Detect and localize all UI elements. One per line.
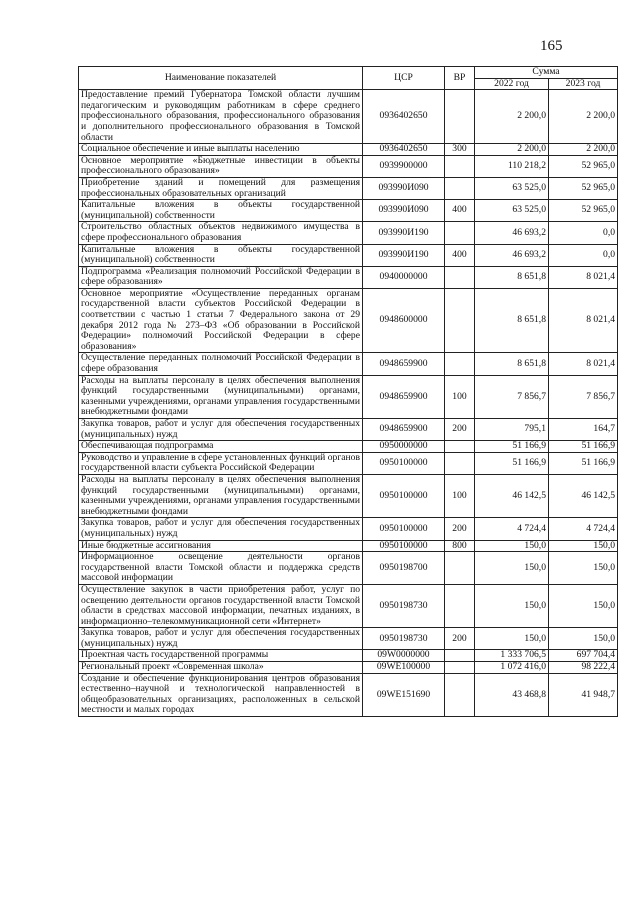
cell-code: 0936402650: [363, 90, 445, 144]
cell-y2023: 150,0: [549, 628, 618, 650]
cell-y2022: 150,0: [475, 552, 549, 585]
cell-y2023: 150,0: [549, 552, 618, 585]
cell-y2022: 1 333 706,5: [475, 650, 549, 662]
cell-y2022: 795,1: [475, 419, 549, 441]
cell-vr: [445, 177, 475, 199]
cell-y2023: 150,0: [549, 540, 618, 552]
cell-code: 0950198730: [363, 584, 445, 627]
cell-vr: 400: [445, 200, 475, 222]
cell-vr: [445, 584, 475, 627]
cell-vr: 200: [445, 419, 475, 441]
table-row: [79, 419, 618, 441]
cell-y2022: 7 856,7: [475, 375, 549, 418]
cell-name: Обеспечивающая подпрограмма: [79, 441, 363, 453]
cell-code: 0948659900: [363, 419, 445, 441]
cell-code: 0950100000: [363, 540, 445, 552]
cell-vr: [445, 452, 475, 474]
cell-y2023: 4 724,4: [549, 518, 618, 540]
cell-vr: 400: [445, 244, 475, 266]
cell-code: 0940000000: [363, 266, 445, 288]
table-row: [79, 90, 618, 144]
cell-y2022: 1 072 416,0: [475, 662, 549, 674]
cell-name: Закупка товаров, работ и услуг для обеспечения государственных (муниципальных) нужд: [79, 419, 363, 441]
cell-name: Капитальные вложения в объекты государственной (муниципальной) собственности: [79, 200, 363, 222]
header-csr: ЦСР: [363, 67, 445, 90]
cell-vr: 300: [445, 144, 475, 156]
table-row: [79, 353, 618, 375]
cell-name: Строительство областных объектов недвижимого имущества в сфере профессионального образования: [79, 222, 363, 244]
cell-name: Приобретение зданий и помещений для размещения профессиональных образовательных организаций: [79, 177, 363, 199]
cell-code: 0948600000: [363, 288, 445, 353]
cell-y2023: 8 021,4: [549, 288, 618, 353]
table-row: [79, 540, 618, 552]
cell-y2022: 2 200,0: [475, 90, 549, 144]
cell-vr: [445, 441, 475, 453]
cell-name: Расходы на выплаты персоналу в целях обеспечения выполнения функций государственными (муниципальными) органами, казенными учреждениями, органами управления государственными внебюджетными фондами: [79, 375, 363, 418]
cell-y2022: 150,0: [475, 628, 549, 650]
cell-y2023: 2 200,0: [549, 90, 618, 144]
header-sum: Сумма: [475, 67, 618, 79]
table-row: [79, 452, 618, 474]
cell-vr: [445, 650, 475, 662]
cell-y2023: 51 166,9: [549, 452, 618, 474]
cell-code: 09W0000000: [363, 650, 445, 662]
cell-code: 0950198730: [363, 628, 445, 650]
cell-code: 0939900000: [363, 155, 445, 177]
cell-y2022: 63 525,0: [475, 200, 549, 222]
cell-name: Иные бюджетные ассигнования: [79, 540, 363, 552]
cell-y2023: 51 166,9: [549, 441, 618, 453]
table-row: [79, 144, 618, 156]
table-row: [79, 222, 618, 244]
cell-y2023: 164,7: [549, 419, 618, 441]
cell-y2022: 43 468,8: [475, 673, 549, 716]
cell-y2022: 110 218,2: [475, 155, 549, 177]
cell-code: 0950000000: [363, 441, 445, 453]
cell-name: Создание и обеспечение функционирования центров образования естественно–научной и технологической направленностей в общеобразовательных организациях, расположенных в сельской местности и малых городах: [79, 673, 363, 716]
cell-code: 0950198700: [363, 552, 445, 585]
cell-code: 0950100000: [363, 474, 445, 517]
header-name: Наименование показателей: [79, 67, 363, 90]
table-row: [79, 177, 618, 199]
table-row: [79, 155, 618, 177]
cell-vr: 800: [445, 540, 475, 552]
cell-y2023: 0,0: [549, 222, 618, 244]
cell-name: Региональный проект «Современная школа»: [79, 662, 363, 674]
header-year-2023: 2023 год: [549, 78, 618, 90]
cell-y2023: 52 965,0: [549, 155, 618, 177]
cell-y2022: 46 142,5: [475, 474, 549, 517]
cell-vr: [445, 90, 475, 144]
cell-code: 093990И090: [363, 200, 445, 222]
cell-name: Информационное освещение деятельности органов государственной власти Томской области и поддержка средств массовой информации: [79, 552, 363, 585]
cell-code: 093990И090: [363, 177, 445, 199]
cell-y2022: 4 724,4: [475, 518, 549, 540]
cell-vr: 100: [445, 375, 475, 418]
header-year-2022: 2022 год: [475, 78, 549, 90]
table-row: [79, 584, 618, 627]
cell-code: 0948659900: [363, 353, 445, 375]
cell-name: Осуществление закупок в части приобретения работ, услуг по освещению деятельности органов государственной власти Томской области в средствах массовой информации, печатных изданиях, в информационно–телекоммуникационной сети «Интернет»: [79, 584, 363, 627]
cell-vr: [445, 353, 475, 375]
table-row: [79, 244, 618, 266]
table-row: [79, 628, 618, 650]
cell-vr: [445, 673, 475, 716]
cell-y2022: 2 200,0: [475, 144, 549, 156]
cell-code: 0936402650: [363, 144, 445, 156]
cell-y2023: 8 021,4: [549, 353, 618, 375]
cell-vr: [445, 155, 475, 177]
cell-code: 09WE100000: [363, 662, 445, 674]
cell-vr: [445, 288, 475, 353]
cell-name: Расходы на выплаты персоналу в целях обеспечения выполнения функций государственными (муниципальными) органами, казенными учреждениями, органами управления государственными внебюджетными фондами: [79, 474, 363, 517]
cell-y2023: 0,0: [549, 244, 618, 266]
cell-y2023: 8 021,4: [549, 266, 618, 288]
table-row: [79, 673, 618, 716]
cell-y2023: 52 965,0: [549, 177, 618, 199]
cell-code: 09WE151690: [363, 673, 445, 716]
page-number: 165: [540, 38, 563, 54]
cell-name: Закупка товаров, работ и услуг для обеспечения государственных (муниципальных) нужд: [79, 518, 363, 540]
cell-y2023: 52 965,0: [549, 200, 618, 222]
cell-y2022: 150,0: [475, 584, 549, 627]
cell-y2023: 7 856,7: [549, 375, 618, 418]
cell-y2022: 46 693,2: [475, 222, 549, 244]
cell-y2023: 98 222,4: [549, 662, 618, 674]
cell-name: Осуществление переданных полномочий Российской Федерации в сфере образования: [79, 353, 363, 375]
table-row: [79, 288, 618, 353]
cell-vr: [445, 266, 475, 288]
table-row: [79, 441, 618, 453]
table-row: [79, 375, 618, 418]
cell-name: Основное мероприятие «Бюджетные инвестиции в объекты профессионального образования»: [79, 155, 363, 177]
table-row: [79, 650, 618, 662]
cell-name: Предоставление премий Губернатора Томской области лучшим педагогическим и руководящим работникам в сфере среднего профессионального образования, профессионального образования и дополнительного профессионального образования в Томской области: [79, 90, 363, 144]
cell-name: Руководство и управление в сфере установленных функций органов государственной власти субъекта Российской Федерации: [79, 452, 363, 474]
cell-vr: 200: [445, 518, 475, 540]
cell-code: 0950100000: [363, 518, 445, 540]
cell-code: 093990И190: [363, 222, 445, 244]
table-row: [79, 662, 618, 674]
header-vr: ВР: [445, 67, 475, 90]
cell-name: Проектная часть государственной программы: [79, 650, 363, 662]
cell-vr: 200: [445, 628, 475, 650]
cell-vr: 100: [445, 474, 475, 517]
cell-code: 0948659900: [363, 375, 445, 418]
table-row: [79, 266, 618, 288]
cell-vr: [445, 552, 475, 585]
cell-y2022: 51 166,9: [475, 441, 549, 453]
cell-y2022: 63 525,0: [475, 177, 549, 199]
cell-code: 093990И190: [363, 244, 445, 266]
cell-y2022: 8 651,8: [475, 353, 549, 375]
cell-y2023: 41 948,7: [549, 673, 618, 716]
cell-code: 0950100000: [363, 452, 445, 474]
cell-name: Основное мероприятие «Осуществление переданных органам государственной власти субъектов Российской Федерации в соответствии с частью 1 статьи 7 Федерального закона от 29 декабря 2012 года № 273–ФЗ «Об образовании в Российской Федерации» полномочий Российской Федерации в сфере образования»: [79, 288, 363, 353]
cell-vr: [445, 222, 475, 244]
cell-y2023: 2 200,0: [549, 144, 618, 156]
cell-name: Подпрограмма «Реализация полномочий Российской Федерации в сфере образования»: [79, 266, 363, 288]
cell-y2022: 150,0: [475, 540, 549, 552]
cell-y2022: 51 166,9: [475, 452, 549, 474]
cell-name: Закупка товаров, работ и услуг для обеспечения государственных (муниципальных) нужд: [79, 628, 363, 650]
cell-y2023: 46 142,5: [549, 474, 618, 517]
table-row: [79, 200, 618, 222]
cell-name: Социальное обеспечение и иные выплаты населению: [79, 144, 363, 156]
table-row: [79, 518, 618, 540]
cell-y2022: 8 651,8: [475, 288, 549, 353]
cell-y2022: 46 693,2: [475, 244, 549, 266]
cell-y2022: 8 651,8: [475, 266, 549, 288]
table-row: [79, 552, 618, 585]
cell-vr: [445, 662, 475, 674]
table-row: [79, 474, 618, 517]
cell-name: Капитальные вложения в объекты государственной (муниципальной) собственности: [79, 244, 363, 266]
budget-table: [78, 66, 618, 717]
header-row: [79, 67, 618, 79]
cell-y2023: 150,0: [549, 584, 618, 627]
cell-y2023: 697 704,4: [549, 650, 618, 662]
